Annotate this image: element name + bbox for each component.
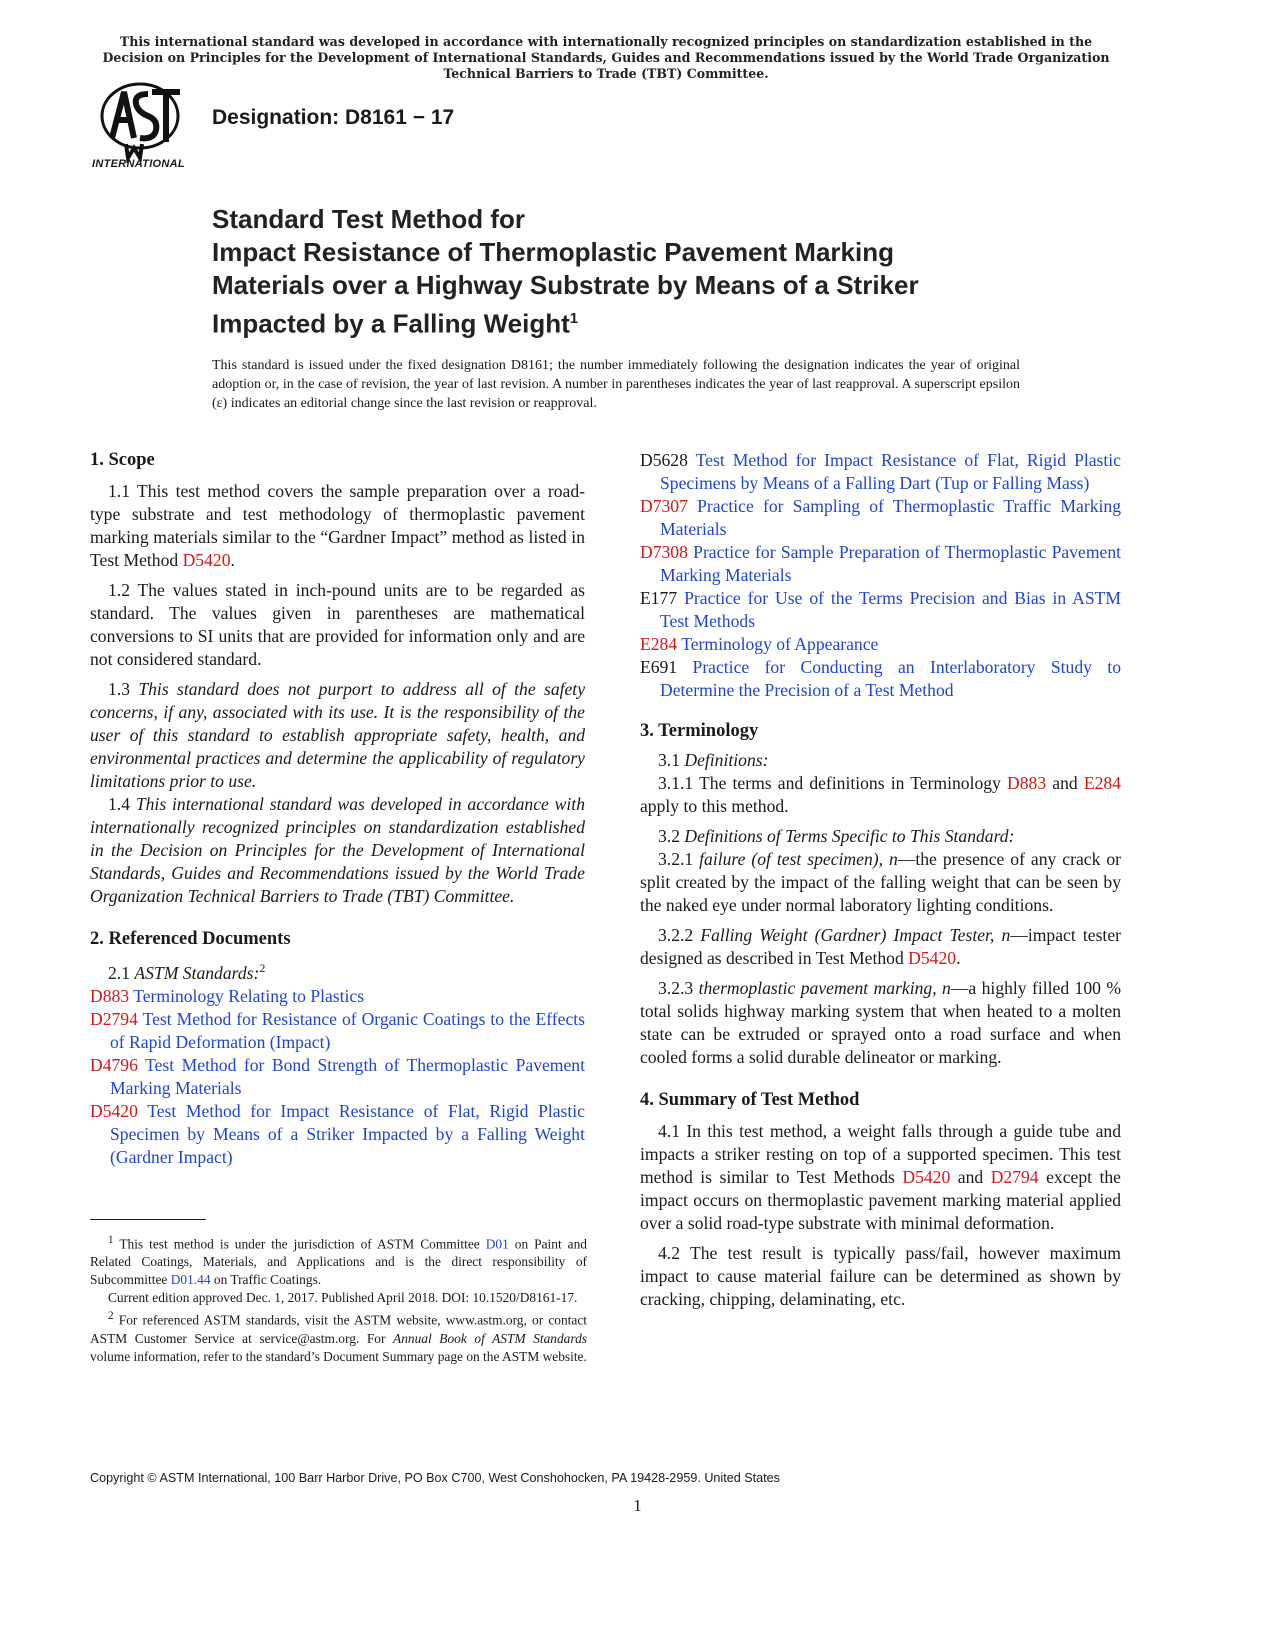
term-3-1-1: 3.1.1 The terms and definitions in Terminology D883 and E284 apply to this method. (640, 773, 1121, 816)
astm-standards-label: 2.1 ASTM Standards:$^2$ (108, 961, 266, 983)
page-number: 1 (633, 1496, 642, 1515)
term-3-2-1: 3.2.1 failure (of test specimen), n—the presence of any crack or split created by the impact of the falling weight that can be seen by the naked eye under normal laboratory lighting conditions. (640, 849, 1121, 915)
link-d5420[interactable]: D5420 (908, 948, 957, 968)
summary-4-2: 4.2 The test result is typically pass/fail, however maximum impact to cause material failure can be determined as shown by cracking, chipping, delaminating, etc. (640, 1243, 1121, 1309)
ref-item (640, 633, 1121, 656)
title-line-2: Impact Resistance of Thermoplastic Pavement Marking (212, 237, 894, 267)
ref-code[interactable]: D7308 (640, 542, 688, 562)
link-d01[interactable]: D01 (485, 1236, 509, 1252)
ref-code[interactable]: E177 (640, 588, 678, 608)
ref-item (640, 541, 1121, 587)
wto-notice: This international standard was developed in accordance with internationally recognized principles on standardization established in the Decision on Principles for the Development of International Standards, Guides and Recommendations issued by the World Trade Organization Technical Barriers to Trade (TBT) Committee. (102, 34, 1110, 81)
footnote-1: $^1$ This test method is under the jurisdiction of ASTM Committee D01 on Paint and Related Coatings, Materials, and Applications and is the direct responsibility of Subcommittee D01.44 on Traffic Coatings. (90, 1234, 587, 1288)
scope-1-4: 1.4 This international standard was developed in accordance with internationally recognized principles on standardization established in the Decision on Principles for the Development of International Standards, Guides and Recommendations issued by the World Trade Organization Technical Barriers to Trade (TBT) Committee. (90, 794, 585, 906)
term-3-2-2: 3.2.2 Falling Weight (Gardner) Impact Tester, n—impact tester designed as described in Test Method D5420. (640, 925, 1121, 968)
astm-logo (90, 82, 195, 177)
ref-item (90, 1008, 585, 1054)
summary-heading: 4. Summary of Test Method (640, 1090, 860, 1110)
ref-code[interactable]: E284 (640, 634, 678, 654)
link-d883[interactable]: D883 (1007, 773, 1047, 793)
footnote-divider (90, 1219, 206, 1220)
footnote-2: $^2$ For referenced ASTM standards, visit the ASTM website, www.astm.org, or contact ASTM Customer Service at service@astm.org. For Annual Book of ASTM Standards volume information, refer to the standard’s Document Summary page on the ASTM website. (90, 1310, 587, 1364)
reference-list-left (90, 985, 585, 1169)
scope-1-2: 1.2 The values stated in inch-pound units are to be regarded as standard. The values given in parentheses are mathematical conversions to SI units that are provided for information only and are not considered standard. (90, 580, 585, 669)
link-d5420[interactable]: D5420 (902, 1167, 951, 1187)
summary-4-1: 4.1 In this test method, a weight falls through a guide tube and impacts a striker resting on top of a supported specimen. This test method is similar to Test Methods D5420 and D2794 except the impact occurs on thermoplastic pavement marking material applied over a solid road-type substrate with minimal deformation. (640, 1121, 1121, 1233)
ref-item (90, 1054, 585, 1100)
ref-item (640, 449, 1121, 495)
footnote-1-edition: Current edition approved Dec. 1, 2017. Published April 2018. DOI: 10.1520/D8161-17. (108, 1290, 578, 1306)
ref-code[interactable]: D4796 (90, 1054, 138, 1075)
title-line-3: Materials over a Highway Substrate by Means of a Striker (212, 270, 919, 300)
right-column (640, 449, 1121, 1311)
footnote-ref-2[interactable]: 2 (259, 961, 266, 975)
footnotes (90, 1231, 587, 1366)
ref-title[interactable]: Test Method for Resistance of Organic Coatings to the Effects of Rapid Deformation (Impact) (110, 1008, 585, 1052)
copyright: Copyright © ASTM International, 100 Barr Harbor Drive, PO Box C700, West Conshohocken, PA 19428-2959. United States (90, 1471, 780, 1485)
ref-title[interactable]: Terminology Relating to Plastics (133, 985, 365, 1006)
ref-item (640, 495, 1121, 541)
term-3-2-3: 3.2.3 thermoplastic pavement marking, n—a highly filled 100 % total solids highway marking system that when heated to a molten state can be extruded or sprayed onto a road surface and when cooled forms a solid durable delineator or marking. (640, 978, 1121, 1067)
ref-title[interactable]: Test Method for Impact Resistance of Flat, Rigid Plastic Specimen by Means of a Striker Impacted by a Falling Weight (Gardner Impact) (110, 1100, 585, 1167)
ref-title[interactable]: Test Method for Impact Resistance of Flat, Rigid Plastic Specimens by Means of a Falling Dart (Tup or Falling Mass) (660, 450, 1121, 493)
ref-title[interactable]: Practice for Sample Preparation of Thermoplastic Pavement Marking Materials (660, 542, 1121, 585)
ref-title[interactable]: Terminology of Appearance (681, 634, 879, 654)
scope-heading: 1. Scope (90, 450, 155, 470)
link-d01-44[interactable]: D01.44 (170, 1272, 211, 1288)
designation: Designation: D8161 − 17 (212, 106, 455, 129)
referenced-heading: 2. Referenced Documents (90, 929, 291, 949)
ref-code[interactable]: D7307 (640, 496, 688, 516)
ref-item (90, 985, 585, 1008)
ref-item (640, 587, 1121, 633)
ref-code[interactable]: E691 (640, 657, 678, 677)
ref-item (640, 656, 1121, 702)
link-d5420[interactable]: D5420 (182, 550, 231, 570)
reference-list-right (640, 449, 1121, 702)
ref-title[interactable]: Practice for Use of the Terms Precision and Bias in ASTM Test Methods (660, 588, 1121, 631)
term-3-1: 3.1 Definitions: (658, 750, 769, 770)
title-footnote-ref[interactable]: 1 (569, 310, 579, 327)
scope-1-3: 1.3 This standard does not purport to address all of the safety concerns, if any, associated with its use. It is the responsibility of the user of this standard to establish appropriate safety, health, and environmental practices and determine the applicability of regulatory limitations prior to use. (90, 679, 586, 791)
ref-title[interactable]: Practice for Sampling of Thermoplastic Traffic Marking Materials (660, 496, 1121, 539)
title-line-1: Standard Test Method for (212, 204, 525, 234)
ref-code[interactable]: D883 (90, 985, 130, 1006)
ref-title[interactable]: Test Method for Bond Strength of Thermoplastic Pavement Marking Materials (110, 1054, 585, 1098)
issued-note: This standard is issued under the fixed designation D8161; the number immediately following the designation indicates the year of original adoption or, in the case of revision, the year of last revision. A number in parentheses indicates the year of last reapproval. A superscript epsilon (ε) indicates an editorial change since the last revision or reapproval. (212, 358, 1020, 411)
ref-title[interactable]: Practice for Conducting an Interlaboratory Study to Determine the Precision of a Test Method (660, 657, 1121, 700)
logo-text: INTERNATIONAL (92, 158, 185, 170)
scope-1-1: 1.1 This test method covers the sample preparation over a road-type substrate and test methodology of thermoplastic pavement marking materials similar to the “Gardner Impact” method as listed in Test Method D5420. (90, 481, 585, 570)
ref-code[interactable]: D5628 (640, 450, 688, 470)
link-e284[interactable]: E284 (1083, 773, 1121, 793)
terminology-heading: 3. Terminology (640, 721, 759, 741)
ref-item (90, 1100, 585, 1169)
left-column (90, 449, 585, 1169)
term-3-2: 3.2 Definitions of Terms Specific to This Standard: (658, 826, 1015, 846)
title-line-4: Impacted by a Falling Weight$^1$ (212, 308, 579, 339)
document-title (212, 203, 1032, 341)
ref-code[interactable]: D2794 (90, 1008, 138, 1029)
link-d2794[interactable]: D2794 (990, 1167, 1039, 1187)
ref-code[interactable]: D5420 (90, 1100, 138, 1121)
